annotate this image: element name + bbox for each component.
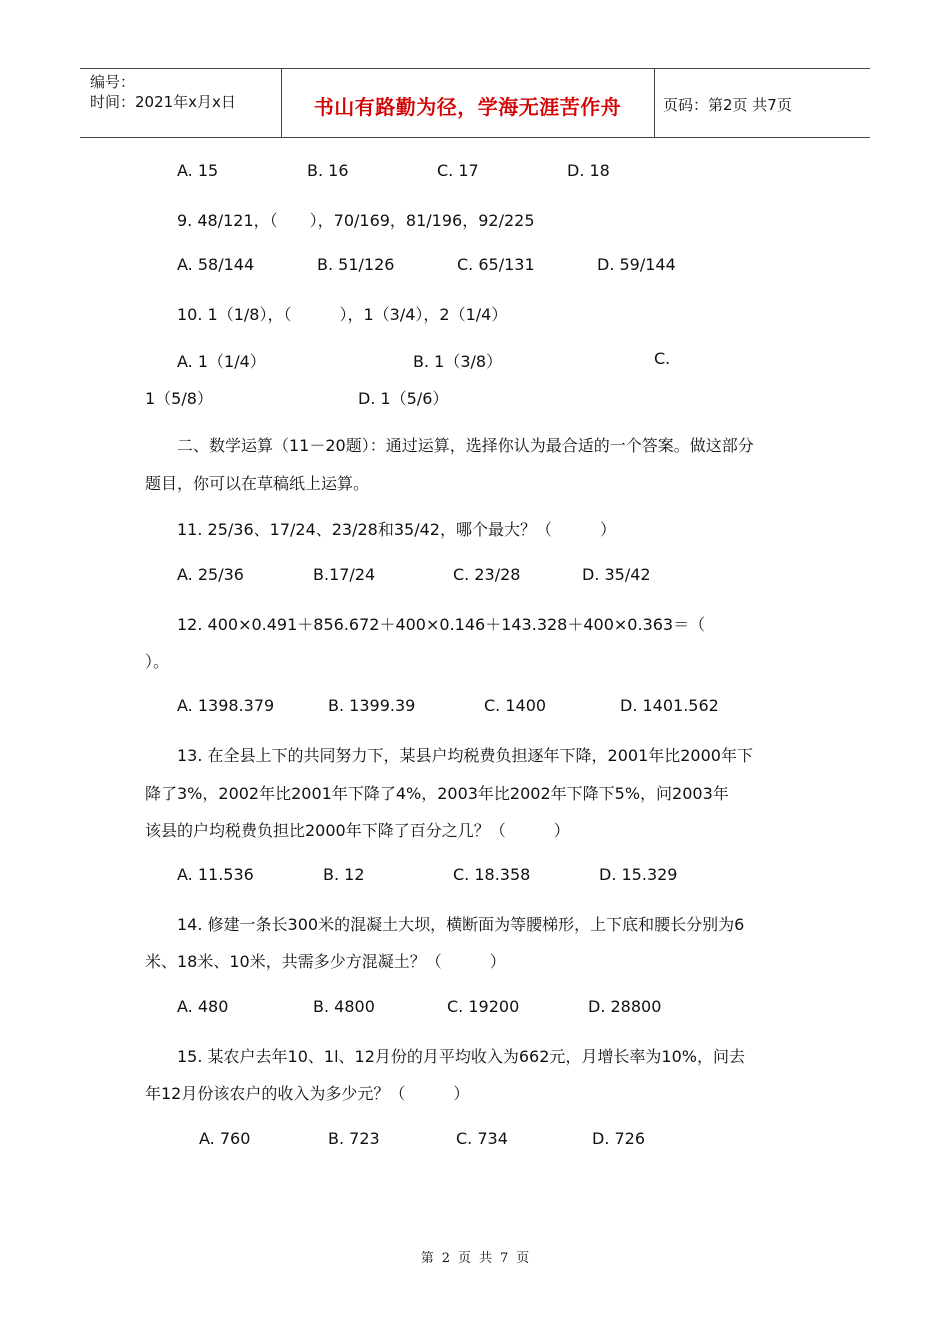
option-b: B. 1399.39	[328, 696, 416, 715]
option-c: C. 734	[456, 1129, 508, 1148]
option-a: A. 480	[177, 997, 229, 1016]
q9-stem: 9. 48/121，（ ），70/169，81/196，92/225	[177, 211, 535, 230]
q15-stem-line1: 15. 某农户去年10、1l、12月份的月平均收入为662元，月增长率为10%，问去	[177, 1047, 745, 1066]
option-d: D. 18	[567, 161, 610, 180]
option-b: B.17/24	[313, 565, 376, 584]
option-a: A. 25/36	[177, 565, 244, 584]
option-d: D. 726	[592, 1129, 646, 1148]
footer-word-di: 第	[420, 1251, 434, 1266]
q13-stem-line1: 13. 在全县上下的共同努力下，某县户均税费负担逐年下降，2001年比2000年下	[177, 746, 753, 765]
footer-total-pages: 7	[500, 1251, 509, 1266]
option-d: D. 1（5/6）	[358, 389, 449, 408]
option-d: D. 59/144	[597, 255, 676, 274]
option-d: D. 28800	[588, 997, 662, 1016]
q13-stem-line2: 降了3%，2002年比2001年下降了4%，2003年比2002年下降下5%，问2003年	[145, 784, 729, 803]
number-label: 编号：	[90, 73, 136, 91]
option-a: A. 11.536	[177, 865, 254, 884]
footer-page-number: 2	[441, 1251, 450, 1266]
option-d: D. 35/42	[582, 565, 651, 584]
page-footer	[0, 1247, 950, 1266]
option-b: B. 12	[323, 865, 365, 884]
option-d: D. 15.329	[599, 865, 678, 884]
option-b: B. 16	[307, 161, 349, 180]
section2-intro-line1: 二、数学运算（11－20题）：通过运算，选择你认为最合适的一个答案。做这部分	[177, 436, 754, 455]
option-c: C. 1400	[484, 696, 547, 715]
q13-stem-line3: 该县的户均税费负担比2000年下降了百分之几？（ ）	[145, 821, 570, 840]
q12-stem-line2: ）。	[145, 652, 170, 671]
option-c: C. 18.358	[453, 865, 531, 884]
footer-word-gong: 共	[479, 1251, 493, 1266]
option-c-label: C.	[654, 349, 671, 368]
option-c: C. 65/131	[457, 255, 535, 274]
header-middle-cell	[281, 69, 655, 137]
q15-stem-line2: 年12月份该农户的收入为多少元？（ ）	[145, 1084, 470, 1103]
option-c: C. 17	[437, 161, 479, 180]
section2-intro-line2: 题目，你可以在草稿纸上运算。	[145, 474, 370, 493]
q11-stem: 11. 25/36、17/24、23/28和35/42，哪个最大？（ ）	[177, 520, 616, 539]
option-b: B. 51/126	[317, 255, 395, 274]
option-b: B. 1（3/8）	[413, 352, 503, 371]
option-a: A. 760	[199, 1129, 251, 1148]
motto: 书山有路勤为径，学海无涯苦作舟	[313, 95, 622, 119]
footer-word-ye: 页	[457, 1251, 471, 1266]
option-a: A. 1398.379	[177, 696, 275, 715]
page-code: 页码：第2页 共7页	[663, 96, 792, 114]
option-a: A. 15	[177, 161, 219, 180]
option-c-value: 1（5/8）	[145, 389, 213, 408]
option-a: A. 1（1/4）	[177, 352, 266, 371]
option-c: C. 19200	[447, 997, 520, 1016]
time-label: 时间：2021年x月x日	[90, 93, 236, 111]
header-right-cell	[655, 69, 870, 137]
option-d: D. 1401.562	[620, 696, 719, 715]
option-c: C. 23/28	[453, 565, 521, 584]
q12-stem-line1: 12. 400×0.491＋856.672＋400×0.146＋143.328＋400×0.363＝（	[177, 615, 706, 634]
option-a: A. 58/144	[177, 255, 255, 274]
q10-stem: 10. 1（1/8），（ ），1（3/4），2（1/4）	[177, 305, 508, 324]
q14-stem-line1: 14. 修建一条长300米的混凝土大坝，横断面为等腰梯形，上下底和腰长分别为6	[177, 915, 745, 934]
page-header	[80, 68, 870, 138]
option-b: B. 723	[328, 1129, 380, 1148]
footer-word-ye2: 页	[516, 1251, 530, 1266]
q14-stem-line2: 米、18米、10米，共需多少方混凝土？（ ）	[145, 952, 506, 971]
option-b: B. 4800	[313, 997, 375, 1016]
header-left-cell	[80, 69, 282, 137]
